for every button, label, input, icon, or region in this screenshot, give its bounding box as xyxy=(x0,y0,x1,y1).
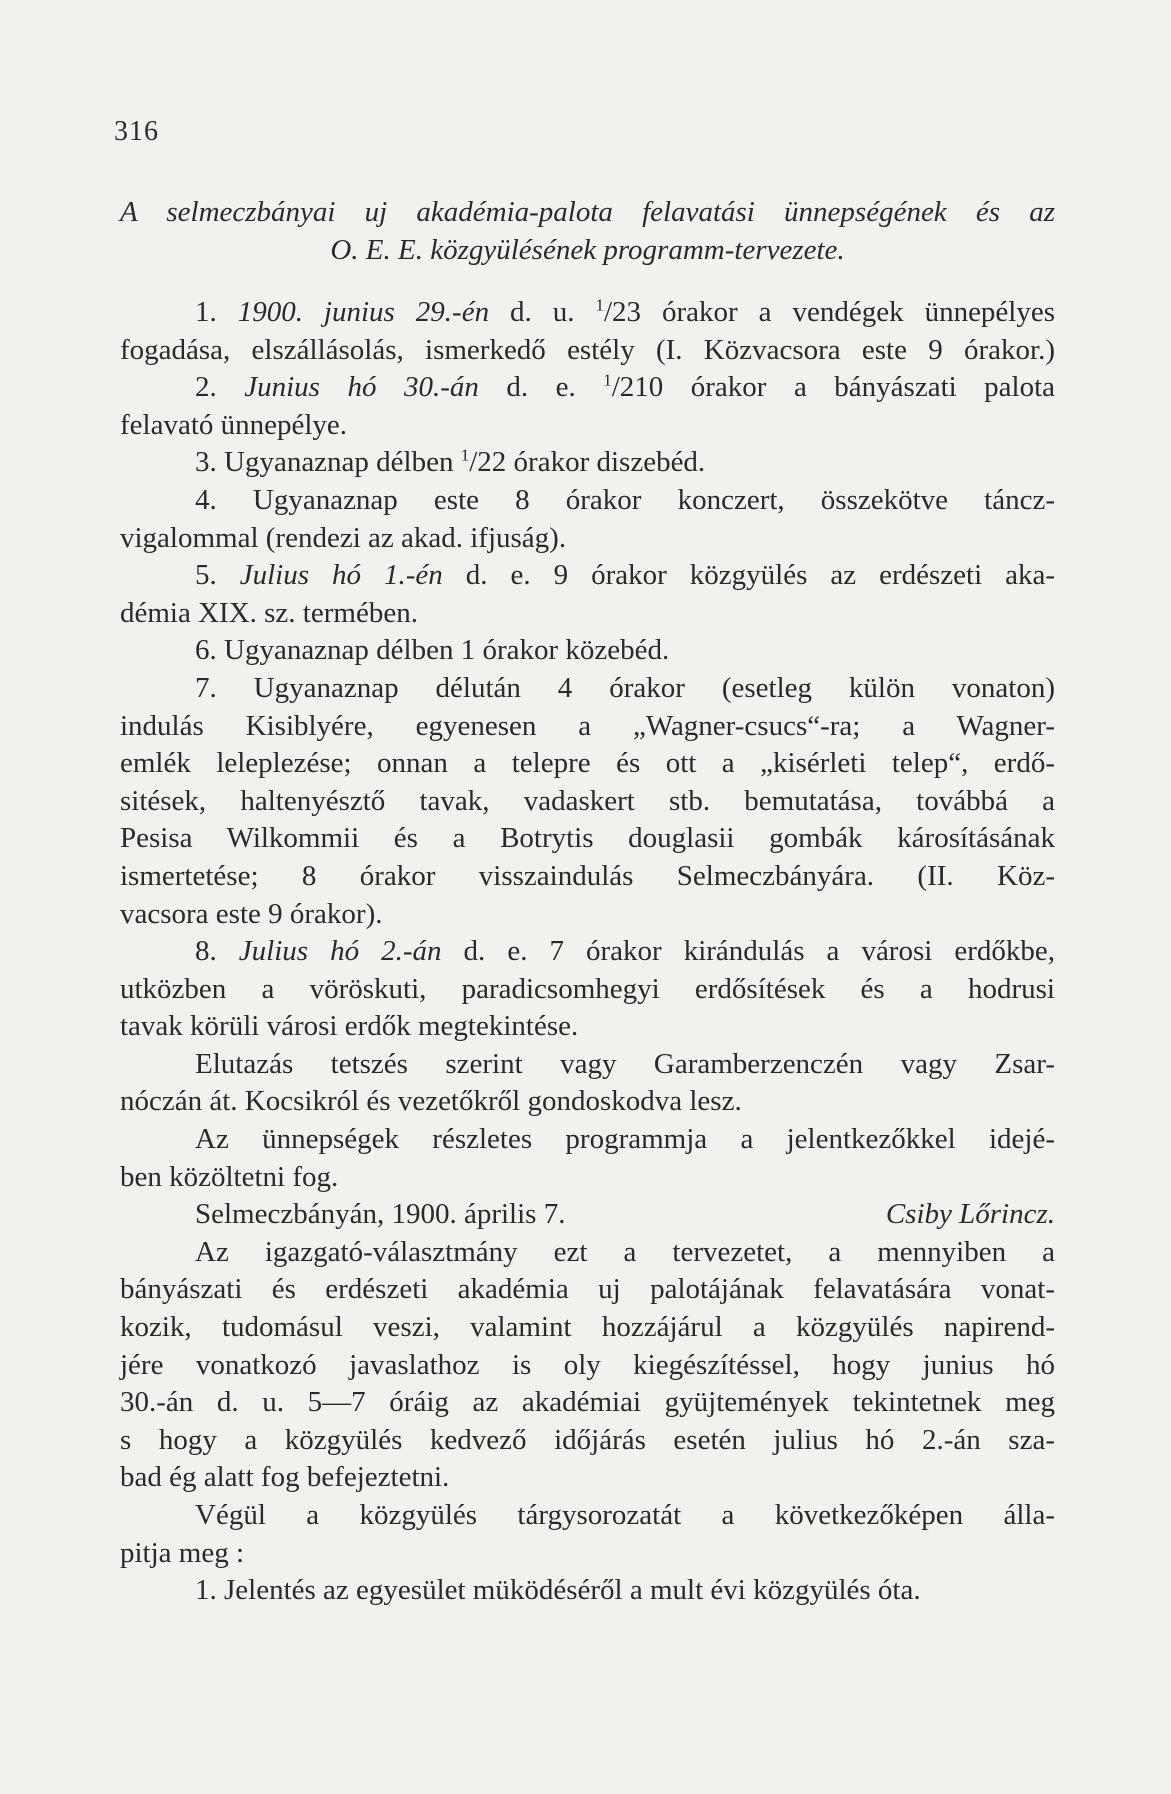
item-text: /22 órakor diszebéd. xyxy=(469,446,706,479)
item-7-line-3: emlék leleplezése; onnan a telepre és ott a „kisérleti telep“, erdő- xyxy=(120,747,1055,780)
item-date: Junius hó 30.-án xyxy=(244,371,479,404)
item-text: /23 órakor a vendégek ünnepélyes xyxy=(603,296,1056,328)
board-line-5: 30.-án d. u. 5—7 óráig az akadémiai gyüjtemények tekintetnek meg xyxy=(120,1386,1055,1419)
details-line-1: Az ünnepségek részletes programmja a jelentkezőkkel idejé- xyxy=(195,1123,1055,1156)
item-7-line-1: 7. Ugyanaznap délután 4 órakor (esetleg külön vonaton) xyxy=(195,671,1055,704)
agenda-intro-line-1: Végül a közgyülés tárgysorozatát a következőképen álla- xyxy=(195,1499,1055,1531)
item-date: Julius hó 2.-án xyxy=(238,935,442,968)
board-line-6: s hogy a közgyülés kedvező időjárás esetén julius hó 2.-án sza- xyxy=(120,1423,1055,1456)
document-title xyxy=(120,194,1055,269)
item-8-line-1 xyxy=(120,933,1055,971)
item-text: 3. Ugyanaznap délben xyxy=(195,446,461,479)
item-7-line-4: sitések, haltenyésztő tavak, vadaskert stb. bemutatása, továbbá a xyxy=(120,784,1055,817)
item-2-line-1 xyxy=(120,369,1055,407)
agenda-intro-line-2: pitja meg : xyxy=(120,1536,245,1569)
item-7-line-7: vacsora este 9 órakor). xyxy=(120,897,383,930)
agenda-item-1: 1. Jelentés az egyesület müködéséről a mult évi közgyülés óta. xyxy=(195,1574,921,1607)
item-text: /210 órakor a bányászati palota xyxy=(611,371,1056,404)
item-5-line-1 xyxy=(120,557,1055,595)
item-8-line-3: tavak körüli városi erdők megtekintése. xyxy=(120,1010,579,1043)
board-line-1: Az igazgató-választmány ezt a tervezetet, a mennyiben a xyxy=(195,1235,1055,1268)
departure-line-1: Elutazás tetszés szerint vagy Garamberzenczén vagy Zsar- xyxy=(195,1047,1055,1080)
item-number: 5. xyxy=(195,559,217,592)
item-4-line-2: vigalommal (rendezi az akad. ifjuság). xyxy=(120,521,567,554)
page-number: 316 xyxy=(114,116,159,147)
item-1-line-1 xyxy=(120,294,1055,332)
title-line-2: O. E. E. közgyülésének programm-tervezete. xyxy=(330,234,845,266)
item-text: d. e. 9 órakor közgyülés az erdészeti aka- xyxy=(465,559,1056,592)
item-text: d. e. 7 órakor kirándulás a városi erdőkbe, xyxy=(463,935,1055,968)
board-line-3: kozik, tudomásul veszi, valamint hozzájárul a közgyülés napirend- xyxy=(120,1311,1055,1344)
item-date: 1900. junius 29.-én xyxy=(237,296,490,328)
item-8-line-2: utközben a vöröskuti, paradicsomhegyi erdősítések és a hodrusi xyxy=(120,972,1055,1005)
item-number: 1. xyxy=(195,296,217,328)
document-body xyxy=(120,294,1055,1610)
board-line-7: bad ég alatt fog befejeztetni. xyxy=(120,1461,450,1494)
item-7-line-5: Pesisa Wilkommii és a Botrytis douglasii gombák károsításának xyxy=(120,822,1055,855)
board-line-2: bányászati és erdészeti akadémia uj palotájának felavatására vonat- xyxy=(120,1273,1055,1306)
details-line-2: ben közöltetni fog. xyxy=(120,1160,339,1193)
item-7-line-2: indulás Kisiblyére, egyenesen a „Wagner-csucs“-ra; a Wagner- xyxy=(120,709,1055,742)
item-text: d. e. xyxy=(506,371,604,404)
item-6-line-1: 6. Ugyanaznap délben 1 órakor közebéd. xyxy=(195,634,670,667)
fraction-sup: 1 xyxy=(603,370,612,390)
fraction-sup: 1 xyxy=(460,445,470,465)
fraction-sup: 1 xyxy=(595,295,604,315)
item-text: d. u. xyxy=(510,296,596,328)
item-7-line-6: ismertetése; 8 órakor visszaindulás Selmeczbányára. (II. Köz- xyxy=(120,859,1055,892)
item-1-line-2: fogadása, elszállásolás, ismerkedő estély (I. Közvacsora este 9 órakor.) xyxy=(120,333,1055,366)
item-number: 8. xyxy=(195,935,217,968)
title-line-1: A selmeczbányai uj akadémia-palota felavatási ünnepségének és az xyxy=(120,196,1055,228)
item-date: Julius hó 1.-én xyxy=(239,559,443,592)
item-5-line-2: démia XIX. sz. termében. xyxy=(120,596,418,629)
item-2-line-2: felavató ünnepélye. xyxy=(120,408,348,441)
item-4-line-1: 4. Ugyanaznap este 8 órakor konczert, összekötve táncz- xyxy=(195,483,1055,516)
board-line-4: jére vonatkozó javaslathoz is oly kiegészítéssel, hogy junius hó xyxy=(120,1348,1055,1381)
departure-line-2: nóczán át. Kocsikról és vezetőkről gondoskodva lesz. xyxy=(120,1085,742,1118)
signature-place-date: Selmeczbányán, 1900. április 7. xyxy=(195,1198,566,1231)
signature-line xyxy=(120,1196,1055,1234)
item-number: 2. xyxy=(195,371,217,404)
item-3-line-1 xyxy=(120,444,1055,482)
signature-name: Csiby Lőrincz. xyxy=(885,1198,1055,1231)
